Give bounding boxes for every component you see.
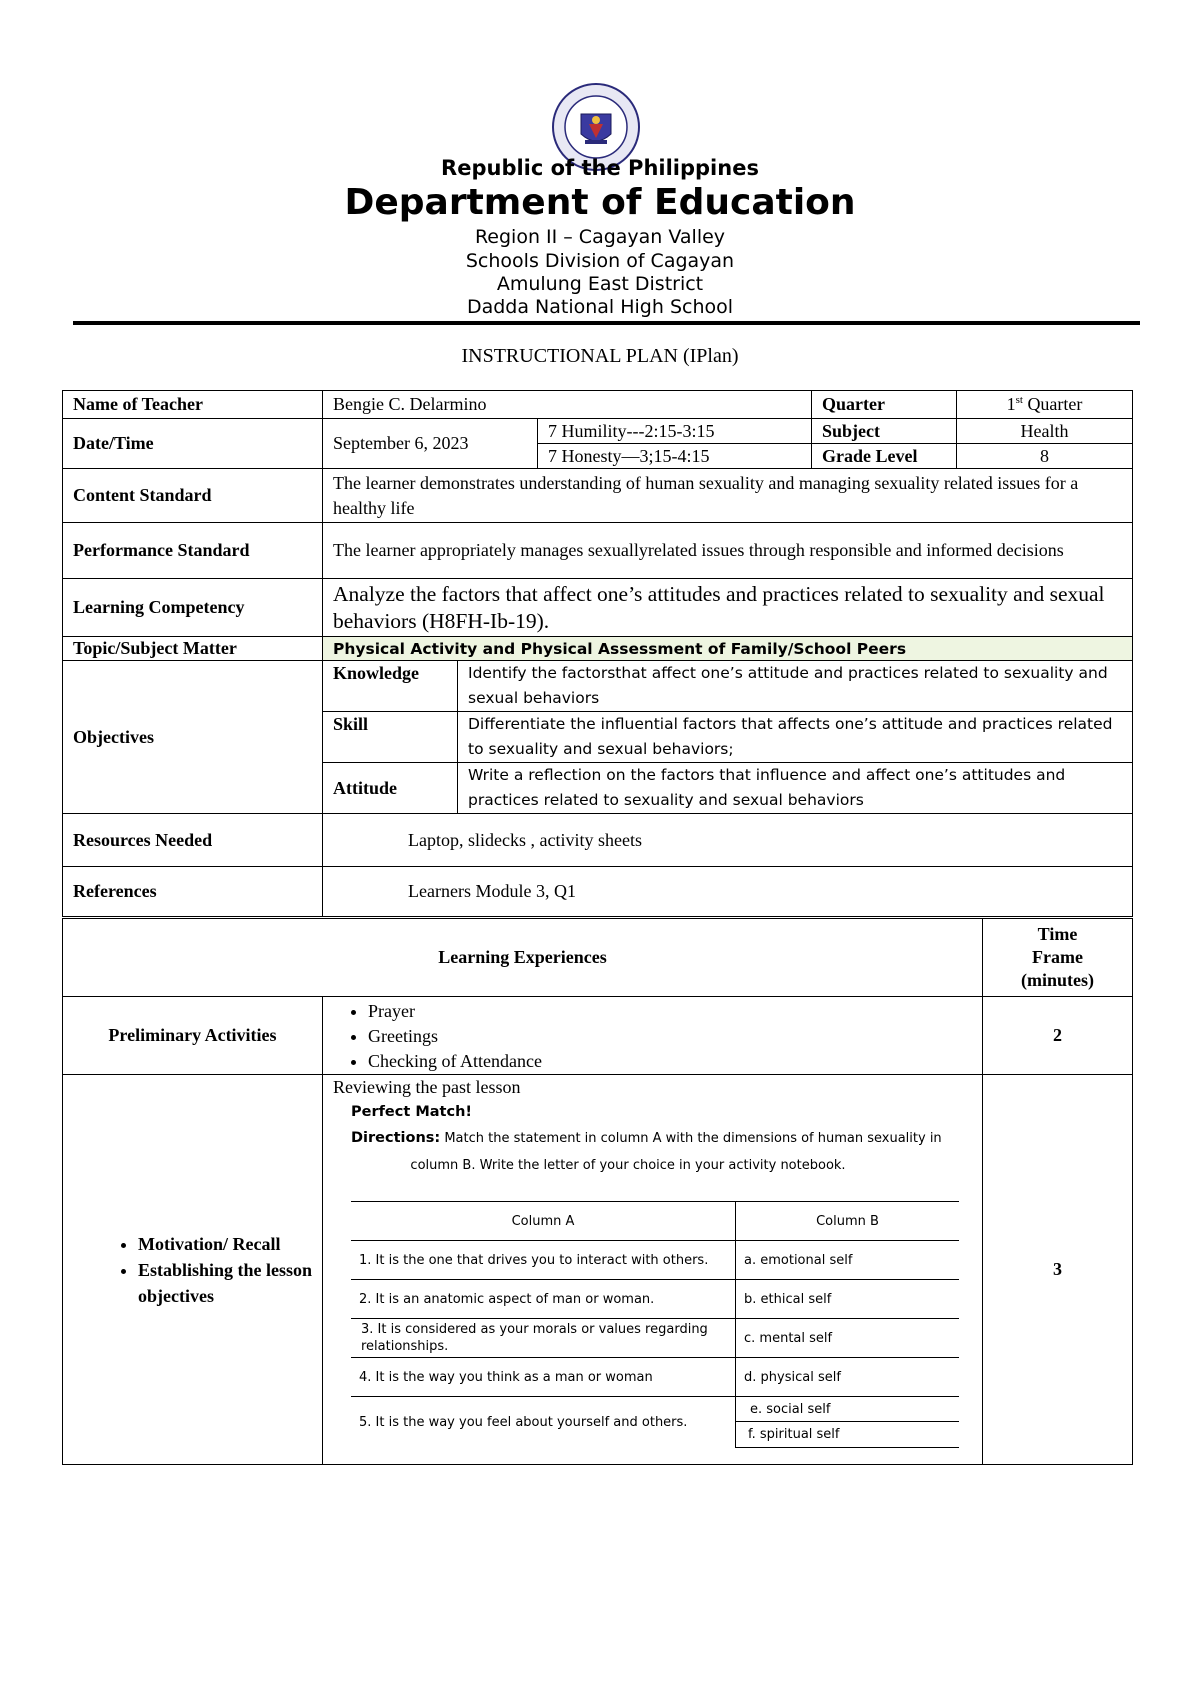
objective-key-attitude: Attitude (323, 763, 458, 814)
motivation-list (63, 1231, 322, 1309)
resources-label: Resources Needed (63, 814, 323, 867)
performance-standard-value: The learner appropriately manages sexuallyrelated issues through responsible and informed decisions (323, 523, 1133, 579)
time-slot-1: 7 Humility---2:15-3:15 (538, 419, 812, 444)
perfect-match-directions: Directions: Match the statement in column A with the dimensions of human sexuality in (351, 1130, 942, 1146)
region-text: Region II – Cagayan Valley (474, 226, 726, 248)
preliminary-activities-list (323, 999, 982, 1074)
republic-heading: Republic of the Philippines (441, 156, 759, 180)
topic-value: Physical Activity and Physical Assessment of Family/School Peers (323, 637, 1133, 661)
objective-knowledge-text: Identify the factorsthat affect one’s attitude and practices related to sexuality and sexual behaviors (468, 664, 1108, 707)
column-b-item: d. physical self (736, 1358, 960, 1397)
column-a-item: 2. It is an anatomic aspect of man or woman. (351, 1280, 736, 1319)
column-a-header: Column A (351, 1202, 736, 1241)
objectives-label: Objectives (63, 661, 323, 814)
column-b-header: Column B (736, 1202, 960, 1241)
learning-competency-value: Analyze the factors that affect one’s attitudes and practices related to sexuality and sexual behaviors (H8FH-Ib-19). (323, 579, 1133, 637)
column-b-item: b. ethical self (736, 1280, 960, 1319)
grade-value: 8 (957, 444, 1133, 469)
learning-competency-label: Learning Competency (63, 579, 323, 637)
references-label: References (63, 867, 323, 917)
header-divider (73, 321, 1140, 325)
preliminary-activities-label: Preliminary Activities (63, 997, 323, 1075)
column-b-item: e. social self (736, 1397, 960, 1422)
content-standard-label: Content Standard (63, 469, 323, 523)
quarter-value: 1st Quarter (957, 391, 1133, 419)
perfect-match-directions-cont: column B. Write the letter of your choice in your activity notebook. (410, 1158, 846, 1173)
objective-key-knowledge: Knowledge (323, 661, 458, 712)
teacher-value: Bengie C. Delarmino (323, 391, 812, 419)
column-b-item: f. spiritual self (736, 1422, 960, 1447)
perfect-match-title: Perfect Match! (351, 1104, 473, 1120)
preliminary-time: 2 (983, 997, 1133, 1075)
review-past-lesson: Reviewing the past lesson (333, 1077, 521, 1097)
performance-standard-label: Performance Standard (63, 523, 323, 579)
column-a-item: 5. It is the way you feel about yourself and others. (351, 1397, 736, 1448)
grade-label: Grade Level (812, 444, 957, 469)
content-standard-value: The learner demonstrates understanding of human sexuality and managing sexuality related issues for a healthy life (323, 469, 1133, 523)
column-b-item: c. mental self (736, 1319, 960, 1358)
references-value: Learners Module 3, Q1 (323, 867, 1133, 917)
column-a-item: 4. It is the way you think as a man or woman (351, 1358, 736, 1397)
division-text: Schools Division of Cagayan (465, 250, 735, 272)
teacher-label: Name of Teacher (63, 391, 323, 419)
column-b-item: a. emotional self (736, 1241, 960, 1280)
objectives-table (323, 661, 1132, 813)
subject-label: Subject (812, 419, 957, 444)
column-a-item: 1. It is the one that drives you to interact with others. (351, 1241, 736, 1280)
topic-label: Topic/Subject Matter (63, 637, 323, 661)
list-item: • Greetings (368, 1024, 982, 1049)
subject-value: Health (957, 419, 1133, 444)
department-heading: Department of Education (344, 182, 856, 223)
list-item: • Motivation/ Recall (138, 1231, 322, 1257)
objective-attitude-text: Write a reflection on the factors that influence and affect one’s attitudes and practices related to sexuality and sexual behaviors (458, 763, 1133, 814)
quarter-label: Quarter (812, 391, 957, 419)
learning-experiences-table (62, 918, 1133, 1465)
objective-key-skill: Skill (323, 712, 458, 763)
learning-experiences-header: Learning Experiences (63, 919, 983, 997)
date-value: September 6, 2023 (323, 419, 538, 469)
date-label: Date/Time (63, 419, 323, 469)
list-item: • Prayer (368, 999, 982, 1024)
plan-info-table (62, 390, 1133, 917)
resources-value: Laptop, slidecks , activity sheets (323, 814, 1133, 867)
time-frame-header: Time Frame (minutes) (983, 919, 1133, 997)
time-slot-2: 7 Honesty—3;15-4:15 (538, 444, 812, 469)
district-text: Amulung East District (496, 273, 704, 295)
school-text: Dadda National High School (466, 296, 734, 318)
plan-title: INSTRUCTIONAL PLAN (IPlan) (461, 345, 739, 367)
objective-skill-text: Differentiate the influential factors that affects one’s attitude and practices related to sexuality and sexual behaviors; (458, 712, 1133, 763)
list-item: • Checking of Attendance (368, 1049, 982, 1074)
motivation-time: 3 (983, 1075, 1133, 1465)
column-a-item: 3. It is considered as your morals or values regarding relationships. (351, 1319, 736, 1358)
matching-table (351, 1201, 959, 1448)
list-item: • Establishing the lesson objectives (138, 1257, 322, 1309)
